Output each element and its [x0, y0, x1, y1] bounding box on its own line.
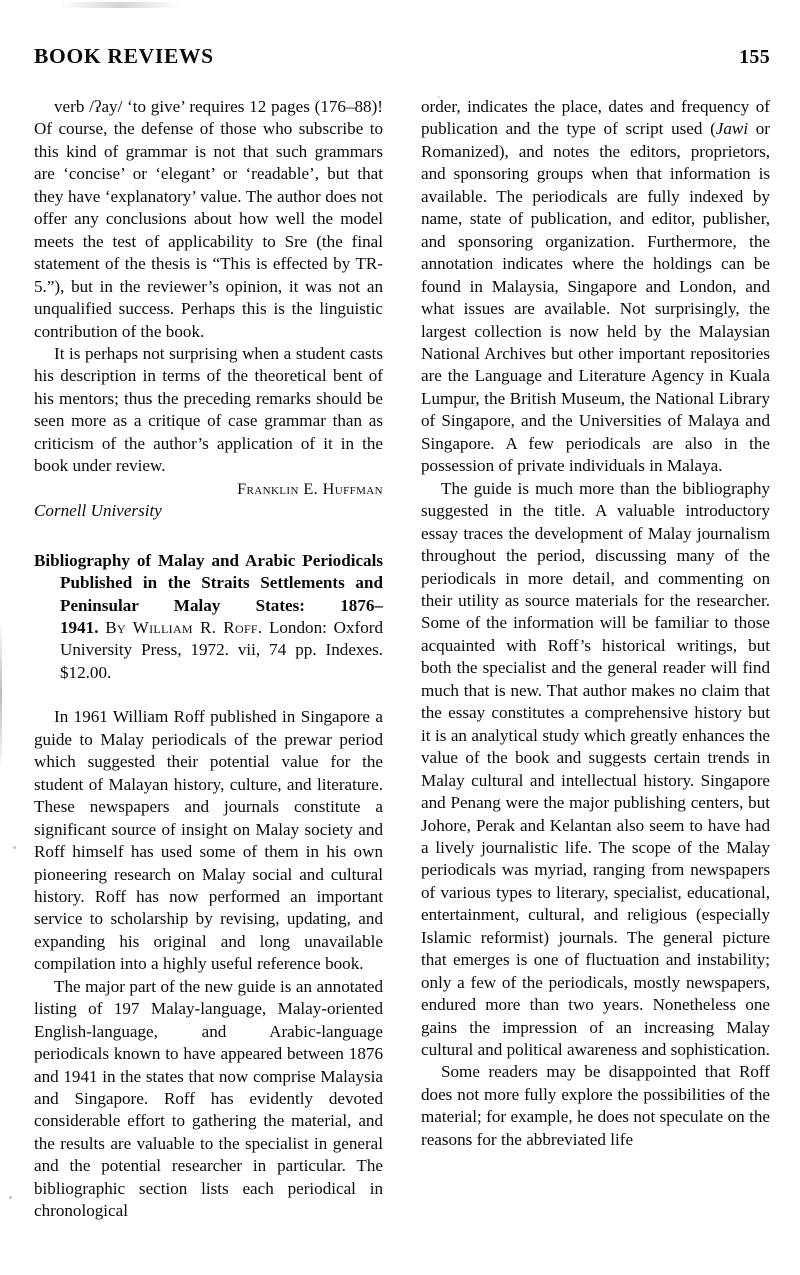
- running-head-title: BOOK REVIEWS: [34, 44, 214, 68]
- page-number: 155: [739, 46, 770, 68]
- citation-imprint: . London: Oxford University Press, 1972. vii, 74 pp. Indexes. $12.00.: [60, 617, 383, 682]
- citation-author: William R. Roff: [132, 617, 258, 637]
- paragraph-major-part: The major part of the new guide is an annotated listing of 197 Malay-language, Malay-oriented English-language, and Arabic-language periodicals known to have appeared between 1876 and 1941 in the states that now comprise Malaysia and Singapore. Roff has evidently devoted considerable effort to gathering the material, and the results are valuable to the specialist in general and the potential researcher in particular. The bibliographic section lists each periodical in chronological: [34, 976, 383, 1221]
- paragraph-some-readers: Some readers may be disappointed that Roff does not more fully explore the possibilities of the material; for example, he does not speculate on the reasons for the abbreviated life: [421, 1062, 770, 1149]
- paragraph-order-part2: or Romanized), and notes the editors, proprietors, and sponsoring groups when that information is available. The periodicals are fully indexed by name, state of publication, and editor, publisher, and sponsoring organization. Furthermore, the annotation indicates where the holdings can be found in Malaysia, Singapore and London, and what issues are available. Not surprisingly, the largest collection is now held by the Malaysian National Archives but other important repositories are the Language and Literature Agency in Kuala Lumpur, the British Museum, the National Library of Singapore, and the Universities of Malaya and Singapore. A few periodicals are also in the possession of private individuals in Malaya.: [421, 119, 770, 476]
- right-column: [421, 96, 770, 1268]
- spacer: [34, 523, 383, 550]
- paragraph-order-indicates: [421, 96, 770, 478]
- scan-edge-artifact: [0, 620, 2, 770]
- scan-speck: [9, 1196, 12, 1199]
- book-citation: [34, 550, 383, 685]
- scan-smudge-top: [60, 2, 180, 8]
- paragraph-in-1961: In 1961 William Roff published in Singapore a guide to Malay periodicals of the prewar period which suggested their potential value for the student of Malayan history, culture, and literature. These newspapers and journals constitute a significant source of insight on Malay society and Roff himself has used some of them in his own pioneering research on Malay social and cultural history. Roff has now performed an important service to scholarship by revising, updating, and expanding his original and long unavailable compilation into a highly useful reference book.: [34, 707, 383, 974]
- paragraph-order-part1: order, indicates the place, dates and frequency of publication and the type of script used (: [421, 97, 770, 139]
- review-byline: Franklin E. Huffman: [237, 479, 383, 498]
- review-affiliation: Cornell University: [34, 501, 162, 521]
- spacer: [34, 684, 383, 706]
- left-column: [34, 96, 383, 1268]
- jawi-italic-term: Jawi: [715, 119, 749, 139]
- paragraph-verb-requires: verb /ʔay/ ‘to give’ requires 12 pages (176–88)! Of course, the defense of those who subscribe to this kind of grammar is not that such grammars are ‘concise’ or ‘elegant’ or ‘readable’, but that they have ‘explanatory’ value. The author does not offer any conclusions about how well the model meets the test of applicability to Sre (the final statement of the thesis is “This is effected by TR-5.”), but in the reviewer’s opinion, it was not an unqualified success. Perhaps this is the linguistic contribution of the book.: [34, 97, 383, 341]
- two-column-body: [34, 96, 770, 1268]
- running-head: [34, 44, 770, 69]
- scan-speck: [13, 846, 16, 849]
- paragraph-not-surprising: It is perhaps not surprising when a student casts his description in terms of the theoretical bent of his mentors; thus the preceding remarks should be seen more as a critique of case grammar than as criticism of the author’s application of it in the book under review.: [34, 343, 383, 476]
- citation-by-label: By: [105, 617, 126, 637]
- paragraph-guide-is-much-more: The guide is much more than the bibliography suggested in the title. A valuable introductory essay traces the development of Malay journalism throughout the period, discussing many of the periodicals in more detail, and commenting on their utility as source materials for the researcher. Some of the information will be familiar to those acquainted with Roff’s historical writings, but both the specialist and the general reader will find much that is new. That author makes no claim that the essay constitutes a comprehensive history but it is an analytical study which greatly enhances the value of the book and suggests certain trends in Malay cultural and intellectual history. Singapore and Penang were the major publishing centers, but Johore, Perak and Kelantan also seem to have had a lively journalistic life. The scope of the Malay periodicals was myriad, ranging from newspapers of various types to literary, specialist, educational, entertainment, cultural, and religious (especially Islamic reformist) journals. The general picture that emerges is one of fluctuation and instability; only a few of the periodicals, mostly newspapers, endured more than two years. Nonetheless one gains the impression of an increasing Malay cultural and political awareness and sophistication.: [421, 478, 770, 1060]
- citation-title: Bibliography of Malay and Arabic Periodicals Published in the Straits Settlements and Peninsular Malay States: 1876–1941.: [34, 550, 383, 637]
